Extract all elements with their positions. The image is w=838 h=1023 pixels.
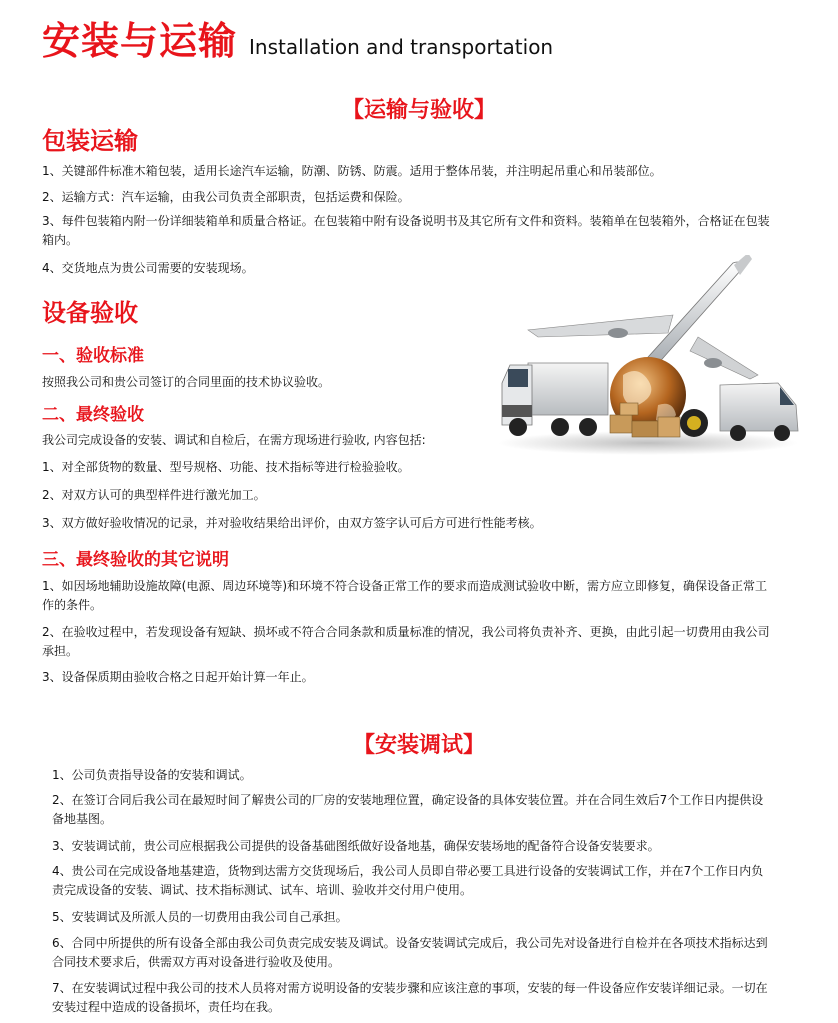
page-title-row [42, 10, 553, 65]
install-heading: 【安装调试】 [352, 733, 485, 758]
standard-text: 按照我公司和贵公司签订的合同里面的技术协议验收。 [42, 375, 331, 389]
other-item: 2、在验收过程中，若发现设备有短缺、损坏或不符合合同条款和质量标准的情况，我公司将负责补齐、更换，由此引起一切费用由我公司承担。 [42, 625, 770, 658]
install-item: 3、安装调试前，贵公司应根据我公司提供的设备基础图纸做好设备地基，确保安装场地的配备符合设备安装要求。 [52, 839, 660, 853]
install-item: 2、在签订合同后我公司在最短时间了解贵公司的厂房的安装地理位置，确定设备的具体安装位置。并在合同生效后7个工作日内提供设备地基图。 [52, 793, 764, 826]
page-title: 安装与运输 [42, 19, 238, 63]
acceptance-title: 设备验收 [42, 299, 138, 327]
install-item: 6、合同中所提供的所有设备全部由我公司负责完成安装及调试。设备安装调试完成后，我公司先对设备进行自检并在各项技术指标达到合同技术要求后，供需双方再对设备进行验收及使用。 [52, 936, 768, 969]
truck-icon [502, 363, 608, 436]
other-title: 三、最终验收的其它说明 [42, 550, 229, 570]
install-item: 7、在安装调试过程中我公司的技术人员将对需方说明设备的安装步骤和应该注意的事项，安装的每一件设备应作安装详细记录。一切在安装过程中造成的设备损坏，责任均在我。 [52, 981, 768, 1014]
final-item: 1、对全部货物的数量、型号规格、功能、技术指标等进行检验验收。 [42, 460, 410, 474]
final-item: 2、对双方认可的典型样件进行激光加工。 [42, 488, 266, 502]
tire-icon [680, 409, 708, 437]
packing-title: 包装运输 [42, 127, 138, 155]
install-item: 5、安装调试及所派人员的一切费用由我公司自己承担。 [52, 910, 348, 924]
standard-title: 一、验收标准 [42, 346, 144, 366]
packing-item: 1、关键部件标准木箱包装，适用长途汽车运输，防潮、防锈、防震。适用于整体吊装，并注明起吊重心和吊装部位。 [42, 164, 662, 178]
packing-item: 2、运输方式：汽车运输，由我公司负责全部职责，包括运费和保险。 [42, 190, 410, 204]
logistics-illustration [498, 255, 803, 455]
page-subtitle: Installation and transportation [249, 35, 554, 59]
install-item: 1、公司负责指导设备的安装和调试。 [52, 768, 252, 782]
packing-item: 4、交货地点为贵公司需要的安装现场。 [42, 261, 254, 275]
van-icon [720, 383, 798, 441]
other-item: 1、如因场地辅助设施故障(电源、周边环境等)和环境不符合设备正常工作的要求而造成测试验收中断，需方应立即修复，确保设备正常工作的条件。 [42, 579, 768, 612]
final-intro: 我公司完成设备的安装、调试和自检后，在需方现场进行验收, 内容包括: [42, 433, 426, 447]
final-title: 二、最终验收 [42, 405, 144, 425]
install-item: 4、贵公司在完成设备地基建造，货物到达需方交货现场后，我公司人员即自带必要工具进行设备的安装调试工作，并在7个工作日内负责完成设备的安装、调试、技术指标测试、试车、培训、验收并交付用户使用。 [52, 864, 764, 897]
packing-item: 3、每件包装箱内附一份详细装箱单和质量合格证。在包装箱中附有设备说明书及其它所有文件和资料。装箱单在包装箱外，合格证在包装箱内。 [42, 214, 770, 247]
transport-heading: 【运输与验收】 [341, 98, 496, 123]
other-item: 3、设备保质期由验收合格之日起开始计算一年止。 [42, 670, 314, 684]
final-item: 3、双方做好验收情况的记录，并对验收结果给出评价，由双方签字认可后方可进行性能考核。 [42, 516, 542, 530]
